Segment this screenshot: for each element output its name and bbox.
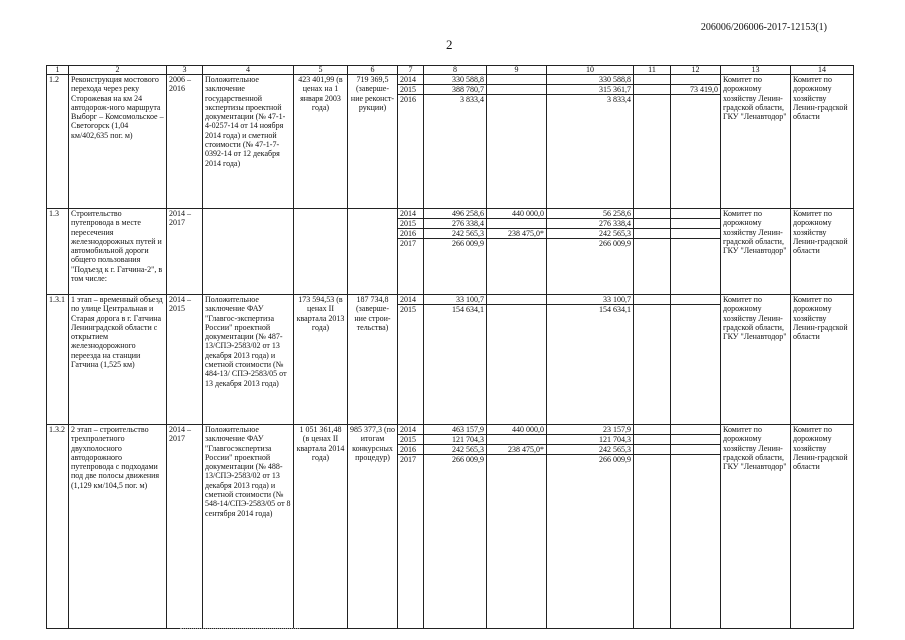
federal-funding (487, 295, 547, 425)
regional-funding-value: 266 009,9 (599, 239, 631, 248)
year-subrow (671, 425, 720, 435)
remaining-cost: 187 734,8 (заверше-ние строи-тельства) (348, 295, 398, 425)
federal-funding-value: 238 475,0* (487, 445, 546, 455)
local-funding (634, 425, 671, 629)
year-subtable (634, 209, 670, 248)
year-subrow (634, 229, 670, 239)
year-subrow (487, 445, 546, 455)
year-subrow (634, 435, 670, 445)
regional-funding-value: 242 565,3 (547, 229, 633, 239)
total-funding-value: 242 565,3 (424, 445, 486, 455)
total-funding-value: 121 704,3 (424, 435, 486, 445)
year-cell-value: 2017 (400, 455, 416, 464)
year-subtable (398, 75, 423, 104)
other-funding-value (671, 239, 720, 249)
column-header: 13 (721, 66, 791, 75)
column-header: 5 (294, 66, 348, 75)
year-subrow (634, 95, 670, 105)
regional-funding (547, 209, 634, 295)
other-funding-value (671, 219, 720, 229)
year-subrow (398, 209, 423, 219)
other-funding-value (671, 95, 720, 105)
estimated-cost (294, 209, 348, 295)
other-funding-value (671, 209, 720, 219)
row-number: 1.3.2 (47, 425, 69, 629)
year-subrow (671, 219, 720, 229)
other-funding-value (671, 295, 720, 305)
year-subrow (671, 95, 720, 105)
year-cell (398, 209, 424, 295)
object-name: 1 этап – временный объезд по улице Центральная и Старая дорога в г. Гатчина Ленинградской области с открытием железнодорожного переезда на станции Гатчина (1,525 км) (69, 295, 167, 425)
coordinator: Комитет по дорожному хозяйству Ленин-градской области (791, 209, 854, 295)
year-subrow (634, 239, 670, 249)
year-subrow (424, 305, 486, 315)
year-subrow (547, 85, 633, 95)
total-funding-value: 276 338,4 (424, 219, 486, 229)
year-subtable (424, 75, 486, 104)
year-subtable (487, 75, 546, 104)
object-name: Реконструкция мостового перехода через реку Сторожевая на км 24 автодорож-ного маршрута Выборг – Комсомольское – Светогорск (1,04 км/402,635 пог. м) (69, 75, 167, 209)
local-funding-value (634, 435, 670, 445)
year-subrow (424, 95, 486, 105)
federal-funding (487, 209, 547, 295)
column-header: 8 (424, 66, 487, 75)
coordinator: Комитет по дорожному хозяйству Ленин-градской области (791, 75, 854, 209)
year-subrow (487, 85, 546, 95)
page-number: 2 (446, 37, 453, 52)
column-header: 4 (203, 66, 294, 75)
year-subrow (398, 239, 423, 249)
column-header: 7 (398, 66, 424, 75)
total-funding-value: 242 565,3 (424, 229, 486, 239)
total-funding-value: 496 258,6 (424, 209, 486, 219)
total-funding-value: 266 009,9 (452, 455, 484, 464)
year-subrow (671, 305, 720, 315)
year-subtable (547, 209, 633, 248)
table-row (47, 75, 854, 209)
other-funding (671, 75, 721, 209)
year-subrow (424, 85, 486, 95)
federal-funding-value (487, 95, 546, 105)
local-funding-value (634, 229, 670, 239)
local-funding-value (634, 455, 670, 465)
year-subrow (487, 95, 546, 105)
year-subrow (398, 229, 423, 239)
implementation-period: 2014 – 2017 (167, 209, 203, 295)
year-subtable (671, 209, 720, 248)
expertise-basis: Положительное заключение государственной экспертизы проектной документации (№ 47-1-4-0257-14 от 14 ноября 2014 года) и сметной стоимости (№ 47-1-7-0392-14 от 12 декабря 2014 года) (203, 75, 294, 209)
total-funding (424, 75, 487, 209)
regional-funding-value: 3 833,4 (607, 95, 631, 104)
local-funding-value (634, 75, 670, 85)
year-subrow (671, 209, 720, 219)
year-subrow (487, 425, 546, 435)
other-funding (671, 295, 721, 425)
local-funding (634, 295, 671, 425)
year-cell-value: 2015 (398, 85, 423, 95)
year-cell-value: 2016 (398, 445, 423, 455)
year-subrow (424, 229, 486, 239)
year-subrow (634, 455, 670, 465)
remaining-cost: 719 369,5 (заверше-ние реконст-рукции) (348, 75, 398, 209)
total-funding (424, 425, 487, 629)
year-subrow (634, 305, 670, 315)
year-subrow (424, 445, 486, 455)
remaining-cost (348, 209, 398, 295)
year-subrow (547, 219, 633, 229)
total-funding-value: 3 833,4 (460, 95, 484, 104)
column-header: 6 (348, 66, 398, 75)
regional-funding-value: 154 634,1 (599, 305, 631, 314)
year-subrow (487, 239, 546, 249)
federal-funding-value (487, 305, 546, 315)
year-subrow (671, 295, 720, 305)
year-subrow (671, 75, 720, 85)
year-cell (398, 295, 424, 425)
year-subrow (671, 435, 720, 445)
regional-funding-value: 266 009,9 (599, 455, 631, 464)
total-funding-value: 33 100,7 (424, 295, 486, 305)
other-funding (671, 209, 721, 295)
year-subrow (547, 295, 633, 305)
column-header: 1 (47, 66, 69, 75)
year-subrow (398, 445, 423, 455)
table-header-row (47, 66, 854, 75)
year-subrow (634, 425, 670, 435)
local-funding-value (634, 295, 670, 305)
year-subtable (634, 75, 670, 104)
year-subrow (487, 229, 546, 239)
federal-funding-value (487, 435, 546, 445)
year-subrow (487, 305, 546, 315)
year-subrow (487, 75, 546, 85)
regional-funding-value: 23 157,9 (547, 425, 633, 435)
year-subrow (671, 455, 720, 465)
year-subtable (671, 425, 720, 464)
year-subrow (398, 305, 423, 315)
table-row (47, 209, 854, 295)
year-cell-value: 2014 (398, 75, 423, 85)
year-subrow (424, 455, 486, 465)
year-subrow (424, 239, 486, 249)
program-table (46, 65, 854, 629)
row-number: 1.3 (47, 209, 69, 295)
column-header: 11 (634, 66, 671, 75)
year-subtable (398, 209, 423, 248)
local-funding-value (634, 425, 670, 435)
year-cell-value: 2017 (400, 239, 416, 248)
regional-funding-value: 276 338,4 (547, 219, 633, 229)
customer: Комитет по дорожному хозяйству Ленин-градской области, ГКУ "Ленавтодор" (721, 209, 791, 295)
implementation-period: 2006 – 2016 (167, 75, 203, 209)
year-subrow (398, 219, 423, 229)
year-subrow (634, 295, 670, 305)
regional-funding-value: 121 704,3 (547, 435, 633, 445)
year-subrow (487, 209, 546, 219)
year-subrow (547, 425, 633, 435)
year-cell-value: 2015 (400, 305, 416, 314)
column-header: 3 (167, 66, 203, 75)
year-cell-value: 2014 (398, 425, 423, 435)
year-subrow (671, 85, 720, 95)
other-funding-value (671, 445, 720, 455)
document-id: 206006/206006-2017-12153(1) (700, 22, 827, 33)
federal-funding-value (487, 295, 546, 305)
year-subtable (487, 295, 546, 314)
year-subrow (487, 455, 546, 465)
row-number: 1.2 (47, 75, 69, 209)
federal-funding-value (487, 455, 546, 465)
federal-funding (487, 425, 547, 629)
year-subrow (634, 85, 670, 95)
object-name: Строительство путепровода в месте пересечения железнодорожных путей и автомобильной дороги общего пользования "Подъезд к г. Гатчина-2", в том числе: (69, 209, 167, 295)
year-subrow (487, 219, 546, 229)
federal-funding-value (487, 239, 546, 249)
year-subrow (398, 295, 423, 305)
year-subrow (547, 445, 633, 455)
local-funding-value (634, 219, 670, 229)
year-cell-value: 2016 (400, 95, 416, 104)
regional-funding (547, 425, 634, 629)
year-subrow (547, 209, 633, 219)
year-subtable (671, 75, 720, 104)
year-subtable (398, 425, 423, 464)
federal-funding-value (487, 85, 546, 95)
year-subrow (547, 75, 633, 85)
other-funding-value (671, 455, 720, 465)
total-funding-value: 154 634,1 (452, 305, 484, 314)
other-funding-value (671, 305, 720, 315)
expertise-basis: Положительное заключение ФАУ "Главгосэкспертиза России" проектной документации (№ 488-13/СПЭ-2583/02 от 13 декабря 2013 года) и сметной стоимости (№ 548-14/СПЭ-2583/05 от 8 сентября 2014 года) (203, 425, 294, 629)
year-subtable (671, 295, 720, 314)
year-subtable (487, 209, 546, 248)
federal-funding-value (487, 75, 546, 85)
year-subtable (424, 295, 486, 314)
expertise-basis (203, 209, 294, 295)
year-subtable (634, 425, 670, 464)
year-subtable (547, 295, 633, 314)
estimated-cost: 1 051 361,48 (в ценах II квартала 2014 года) (294, 425, 348, 629)
table-row (47, 295, 854, 425)
customer: Комитет по дорожному хозяйству Ленин-градской области, ГКУ "Ленавтодор" (721, 75, 791, 209)
federal-funding (487, 75, 547, 209)
remaining-cost: 985 377,3 (по итогам конкурсных процедур) (348, 425, 398, 629)
year-subrow (424, 295, 486, 305)
coordinator: Комитет по дорожному хозяйству Ленин-градской области (791, 295, 854, 425)
year-subrow (634, 219, 670, 229)
object-name: 2 этап – строительство трехпролетного двухполосного автодорожного путепровода с подходами под две полосы движения (1,129 км/104,5 пог. м) (69, 425, 167, 629)
year-subrow (398, 435, 423, 445)
estimated-cost: 423 401,99 (в ценах на 1 января 2003 года) (294, 75, 348, 209)
other-funding (671, 425, 721, 629)
page-footer-line (180, 628, 300, 632)
federal-funding-value (487, 219, 546, 229)
total-funding-value: 463 157,9 (424, 425, 486, 435)
year-subrow (547, 95, 633, 105)
year-cell-value: 2014 (398, 295, 423, 305)
regional-funding-value: 330 588,8 (547, 75, 633, 85)
year-cell-value: 2016 (398, 229, 423, 239)
year-subrow (671, 229, 720, 239)
year-cell-value: 2014 (398, 209, 423, 219)
year-subrow (634, 445, 670, 455)
year-subrow (487, 435, 546, 445)
year-subrow (424, 209, 486, 219)
other-funding-value (671, 425, 720, 435)
year-subtable (547, 75, 633, 104)
local-funding (634, 209, 671, 295)
year-subrow (398, 75, 423, 85)
table-row (47, 425, 854, 629)
total-funding-value: 266 009,9 (452, 239, 484, 248)
federal-funding-value: 238 475,0* (487, 229, 546, 239)
year-subrow (634, 75, 670, 85)
local-funding-value (634, 239, 670, 249)
year-subtable (547, 425, 633, 464)
total-funding-value: 330 588,8 (424, 75, 486, 85)
local-funding-value (634, 305, 670, 315)
year-cell-value: 2015 (398, 435, 423, 445)
customer: Комитет по дорожному хозяйству Ленин-градской области, ГКУ "Ленавтодор" (721, 295, 791, 425)
year-subrow (424, 425, 486, 435)
year-subtable (424, 425, 486, 464)
year-subtable (424, 209, 486, 248)
total-funding-value: 388 780,7 (424, 85, 486, 95)
year-cell-value: 2015 (398, 219, 423, 229)
year-subrow (547, 435, 633, 445)
year-subrow (424, 435, 486, 445)
year-subtable (398, 295, 423, 314)
year-subrow (671, 445, 720, 455)
local-funding-value (634, 95, 670, 105)
year-subrow (424, 75, 486, 85)
row-number: 1.3.1 (47, 295, 69, 425)
year-subtable (487, 425, 546, 464)
federal-funding-value: 440 000,0 (487, 425, 546, 435)
year-subrow (487, 295, 546, 305)
year-subtable (634, 295, 670, 314)
year-subrow (398, 95, 423, 105)
total-funding (424, 295, 487, 425)
coordinator: Комитет по дорожному хозяйству Ленин-градской области (791, 425, 854, 629)
column-header: 14 (791, 66, 854, 75)
other-funding-value (671, 435, 720, 445)
expertise-basis: Положительное заключение ФАУ "Главгос-экспертиза России" проектной документации (№ 487-13/СПЭ-2583/02 от 13 декабря 2013 года) и сметной стоимости (№ 484-13/ СПЭ-2583/05 от 13 декабря 2013 года) (203, 295, 294, 425)
implementation-period: 2014 – 2015 (167, 295, 203, 425)
regional-funding-value: 33 100,7 (547, 295, 633, 305)
year-subrow (398, 455, 423, 465)
column-header: 10 (547, 66, 634, 75)
column-header: 2 (69, 66, 167, 75)
other-funding-value (671, 75, 720, 85)
federal-funding-value: 440 000,0 (487, 209, 546, 219)
local-funding-value (634, 85, 670, 95)
implementation-period: 2014 – 2017 (167, 425, 203, 629)
year-cell (398, 425, 424, 629)
estimated-cost: 173 594,53 (в ценах II квартала 2013 года) (294, 295, 348, 425)
column-header: 12 (671, 66, 721, 75)
year-subrow (547, 305, 633, 315)
year-subrow (547, 239, 633, 249)
year-subrow (547, 455, 633, 465)
year-subrow (398, 425, 423, 435)
local-funding-value (634, 209, 670, 219)
local-funding (634, 75, 671, 209)
customer: Комитет по дорожному хозяйству Ленин-градской области, ГКУ "Ленавтодор" (721, 425, 791, 629)
regional-funding (547, 75, 634, 209)
other-funding-value (671, 229, 720, 239)
year-subrow (398, 85, 423, 95)
year-cell (398, 75, 424, 209)
regional-funding-value: 315 361,7 (547, 85, 633, 95)
year-subrow (424, 219, 486, 229)
regional-funding-value: 242 565,3 (547, 445, 633, 455)
total-funding (424, 209, 487, 295)
year-subrow (547, 229, 633, 239)
regional-funding-value: 56 258,6 (547, 209, 633, 219)
column-header: 9 (487, 66, 547, 75)
other-funding-value: 73 419,0 (671, 85, 720, 95)
year-subrow (671, 239, 720, 249)
regional-funding (547, 295, 634, 425)
year-subrow (634, 209, 670, 219)
local-funding-value (634, 445, 670, 455)
